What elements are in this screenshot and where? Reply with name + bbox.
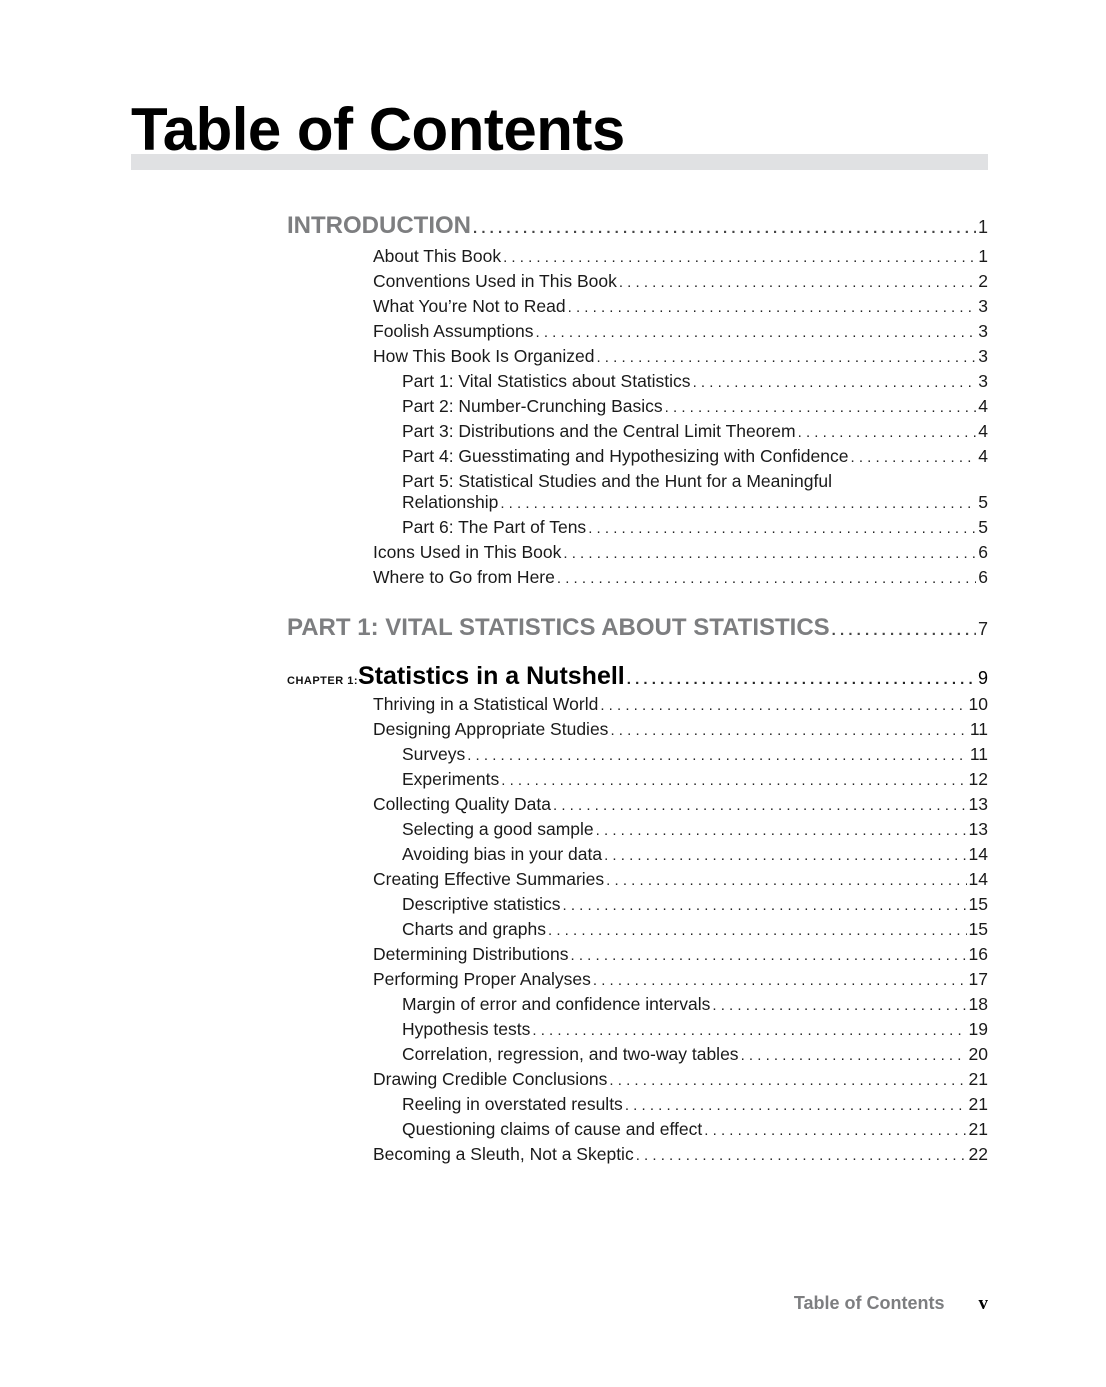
toc-label: Part 2: Number-Crunching Basics bbox=[402, 396, 663, 416]
toc-page-number: 11 bbox=[969, 744, 988, 764]
dot-leader bbox=[536, 324, 977, 341]
toc-entry[interactable] bbox=[373, 296, 988, 321]
dot-leader bbox=[532, 1022, 966, 1039]
toc-subentry[interactable] bbox=[402, 769, 988, 794]
dot-leader bbox=[712, 997, 966, 1014]
toc-page-number: 16 bbox=[968, 944, 988, 964]
toc-subentry[interactable] bbox=[402, 919, 988, 944]
toc-label-line1: Part 5: Statistical Studies and the Hunt for a Meaningful bbox=[402, 471, 832, 491]
toc-label: Drawing Credible Conclusions bbox=[373, 1069, 608, 1089]
toc-subentry[interactable] bbox=[402, 994, 988, 1019]
toc-page-number: 14 bbox=[968, 869, 988, 889]
page-header bbox=[131, 96, 988, 172]
toc-entry-part-1[interactable] bbox=[287, 614, 988, 648]
dot-leader bbox=[627, 671, 976, 688]
toc-page-number: 1 bbox=[977, 217, 988, 237]
toc-subentry[interactable] bbox=[402, 1044, 988, 1069]
page-number: v bbox=[978, 1293, 988, 1314]
toc-label: Icons Used in This Book bbox=[373, 542, 562, 562]
toc-page-number: 3 bbox=[978, 321, 988, 341]
toc-page-number: 3 bbox=[978, 371, 988, 391]
toc-page-number: 4 bbox=[978, 396, 988, 416]
toc-entry[interactable] bbox=[373, 321, 988, 346]
page-title: Table of Contents bbox=[131, 96, 625, 163]
toc-page-number: 6 bbox=[978, 542, 988, 562]
toc-subentry[interactable] bbox=[402, 371, 988, 396]
toc-entry[interactable] bbox=[373, 271, 988, 296]
toc-page-number: 3 bbox=[978, 296, 988, 316]
toc-page-number: 5 bbox=[978, 492, 988, 512]
toc-page-number: 21 bbox=[968, 1094, 988, 1114]
dot-leader bbox=[610, 722, 967, 739]
dot-leader bbox=[503, 249, 976, 266]
toc-label: Part 6: The Part of Tens bbox=[402, 517, 587, 537]
dot-leader bbox=[568, 299, 977, 316]
dot-leader bbox=[548, 922, 967, 939]
chapter-1-entries bbox=[287, 694, 988, 1169]
toc-page-number: 19 bbox=[968, 1019, 988, 1039]
toc-entry[interactable] bbox=[373, 246, 988, 271]
dot-leader bbox=[609, 1072, 966, 1089]
toc-entry[interactable] bbox=[373, 944, 988, 969]
toc-page-number: 21 bbox=[968, 1119, 988, 1139]
toc-label: Selecting a good sample bbox=[402, 819, 594, 839]
toc-page-number: 22 bbox=[968, 1144, 988, 1164]
toc-subentry[interactable] bbox=[402, 1094, 988, 1119]
toc-page-number: 3 bbox=[978, 346, 988, 366]
dot-leader bbox=[563, 545, 976, 562]
toc-entry[interactable] bbox=[373, 694, 988, 719]
toc-entry[interactable] bbox=[373, 346, 988, 371]
page-footer bbox=[794, 1293, 988, 1315]
dot-leader bbox=[606, 872, 966, 889]
toc-label: Surveys bbox=[402, 744, 466, 764]
toc-subentry[interactable] bbox=[402, 396, 988, 421]
toc-label: Part 4: Guesstimating and Hypothesizing with Confidence bbox=[402, 446, 849, 466]
toc-page-number: 11 bbox=[969, 719, 988, 739]
toc-page-number: 9 bbox=[977, 668, 988, 688]
toc-subentry[interactable] bbox=[402, 446, 988, 471]
toc-subentry[interactable] bbox=[402, 1119, 988, 1144]
toc-page-number: 1 bbox=[978, 246, 988, 266]
toc-page-number: 18 bbox=[968, 994, 988, 1014]
running-head: Table of Contents bbox=[793, 1293, 945, 1313]
toc-entry[interactable] bbox=[373, 542, 988, 567]
toc-entry[interactable] bbox=[373, 1144, 988, 1169]
dot-leader bbox=[832, 622, 976, 639]
toc-page-number: 4 bbox=[978, 421, 988, 441]
toc-page-number: 13 bbox=[968, 794, 988, 814]
toc-page-number: 12 bbox=[968, 769, 988, 789]
toc-subentry[interactable] bbox=[402, 517, 988, 542]
toc-label: Charts and graphs bbox=[402, 919, 546, 939]
toc-label: Conventions Used in This Book bbox=[373, 271, 617, 291]
toc-label: Part 3: Distributions and the Central Limit Theorem bbox=[402, 421, 796, 441]
toc-label: Collecting Quality Data bbox=[373, 794, 551, 814]
dot-leader bbox=[619, 274, 976, 291]
toc-subentry[interactable] bbox=[402, 744, 988, 769]
toc-label: How This Book Is Organized bbox=[373, 346, 595, 366]
toc-label: Descriptive statistics bbox=[402, 894, 561, 914]
toc-page-number: 2 bbox=[978, 271, 988, 291]
dot-leader bbox=[636, 1147, 967, 1164]
toc-entry[interactable] bbox=[373, 1069, 988, 1094]
dot-leader bbox=[500, 493, 976, 514]
toc-label: Reeling in overstated results bbox=[402, 1094, 623, 1114]
toc-entry-chapter-1[interactable] bbox=[287, 662, 988, 694]
dot-leader bbox=[798, 424, 977, 441]
toc-label: What You’re Not to Read bbox=[373, 296, 566, 316]
toc-label: Part 1: Vital Statistics about Statistics bbox=[402, 371, 691, 391]
toc-label: Thriving in a Statistical World bbox=[373, 694, 599, 714]
dot-leader bbox=[600, 697, 966, 714]
toc-entry[interactable] bbox=[373, 969, 988, 994]
toc-label: Questioning claims of cause and effect bbox=[402, 1119, 703, 1139]
toc-page-number: 13 bbox=[968, 819, 988, 839]
toc-entry[interactable] bbox=[373, 794, 988, 819]
toc-page-number: 10 bbox=[968, 694, 988, 714]
dot-leader bbox=[693, 374, 977, 391]
table-of-contents bbox=[287, 212, 988, 1169]
toc-label: Designing Appropriate Studies bbox=[373, 719, 609, 739]
toc-page-number: 5 bbox=[978, 517, 988, 537]
dot-leader bbox=[473, 220, 976, 237]
toc-label: Creating Effective Summaries bbox=[373, 869, 605, 889]
toc-label: Determining Distributions bbox=[373, 944, 569, 964]
toc-page-number: 7 bbox=[977, 619, 988, 639]
toc-entry[interactable] bbox=[373, 719, 988, 744]
toc-page-number: 15 bbox=[968, 894, 988, 914]
dot-leader bbox=[741, 1047, 967, 1064]
dot-leader bbox=[625, 1097, 967, 1114]
dot-leader bbox=[596, 349, 976, 366]
dot-leader bbox=[665, 399, 977, 416]
toc-label: About This Book bbox=[373, 246, 502, 266]
dot-leader bbox=[588, 520, 976, 537]
toc-subentry[interactable] bbox=[402, 844, 988, 869]
toc-label: Margin of error and confidence intervals bbox=[402, 994, 711, 1014]
dot-leader bbox=[563, 897, 967, 914]
dot-leader bbox=[596, 822, 967, 839]
toc-label: Experiments bbox=[402, 769, 500, 789]
dot-leader bbox=[501, 772, 966, 789]
toc-page-number: 21 bbox=[968, 1069, 988, 1089]
toc-label: Hypothesis tests bbox=[402, 1019, 531, 1039]
toc-label: Becoming a Sleuth, Not a Skeptic bbox=[373, 1144, 634, 1164]
dot-leader bbox=[571, 947, 967, 964]
chapter-title: Statistics in a Nutshell bbox=[358, 662, 625, 690]
toc-page-number: 17 bbox=[968, 969, 988, 989]
spacer bbox=[287, 592, 988, 614]
toc-subentry[interactable] bbox=[402, 1019, 988, 1044]
toc-entry-introduction[interactable] bbox=[287, 212, 988, 246]
toc-page-number: 20 bbox=[968, 1044, 988, 1064]
dot-leader bbox=[851, 449, 977, 466]
dot-leader bbox=[553, 797, 967, 814]
toc-subentry[interactable] bbox=[402, 819, 988, 844]
spacer bbox=[287, 648, 988, 662]
toc-page-number: 15 bbox=[968, 919, 988, 939]
toc-subentry[interactable] bbox=[402, 471, 988, 517]
chapter-number: CHAPTER 1: bbox=[287, 675, 359, 687]
toc-page-number: 14 bbox=[968, 844, 988, 864]
toc-label: Foolish Assumptions bbox=[373, 321, 534, 341]
toc-subentry[interactable] bbox=[402, 894, 988, 919]
toc-label-line2: Relationship bbox=[402, 492, 499, 512]
toc-label: Avoiding bias in your data bbox=[402, 844, 603, 864]
toc-entry[interactable] bbox=[373, 869, 988, 894]
dot-leader bbox=[704, 1122, 966, 1139]
dot-leader bbox=[593, 972, 967, 989]
toc-page-number: 6 bbox=[978, 567, 988, 587]
toc-page-number: 4 bbox=[978, 446, 988, 466]
toc-label: Performing Proper Analyses bbox=[373, 969, 591, 989]
dot-leader bbox=[557, 570, 976, 587]
toc-label: PART 1: VITAL STATISTICS ABOUT STATISTICS bbox=[287, 614, 830, 641]
dot-leader bbox=[467, 747, 968, 764]
toc-label: INTRODUCTION bbox=[287, 212, 471, 239]
toc-label: Where to Go from Here bbox=[373, 567, 555, 587]
toc-label: Correlation, regression, and two-way tables bbox=[402, 1044, 739, 1064]
toc-subentry[interactable] bbox=[402, 421, 988, 446]
toc-entry[interactable] bbox=[373, 567, 988, 592]
dot-leader bbox=[604, 847, 966, 864]
